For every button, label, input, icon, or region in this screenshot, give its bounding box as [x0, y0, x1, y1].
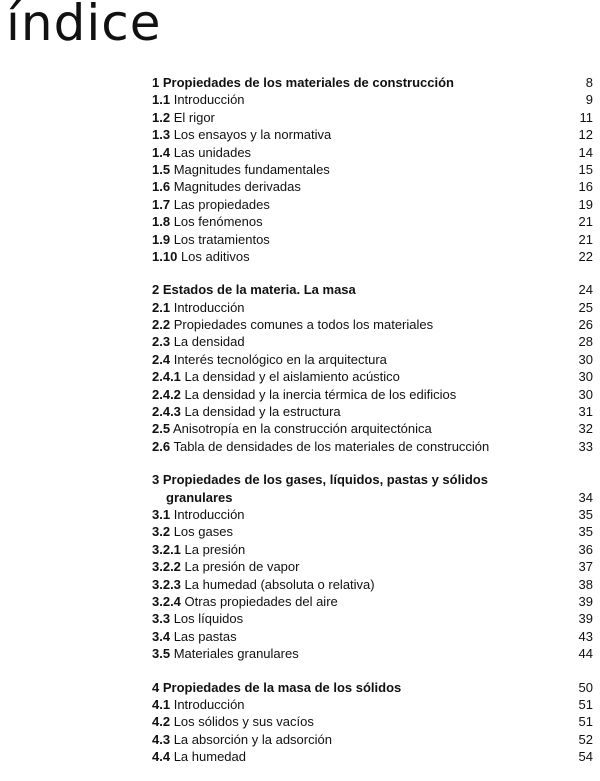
toc-entry[interactable] [152, 420, 593, 437]
entry-title: Las pastas [173, 628, 237, 644]
toc-entry[interactable] [152, 523, 593, 540]
entry-title: Introducción [173, 696, 245, 712]
entry-title: La absorción y la adsorción [173, 731, 332, 747]
toc-entry[interactable] [152, 109, 593, 126]
section-title: 3 Propiedades de los gases, líquidos, pastas y sólidos [152, 472, 488, 488]
entry-title: La humedad [173, 749, 246, 765]
toc-section-2 [152, 281, 593, 455]
page-number: 44 [578, 646, 593, 662]
toc-entry[interactable] [152, 299, 593, 316]
toc-entry[interactable] [152, 333, 593, 350]
entry-number: 1.3 [152, 127, 171, 143]
toc-entry[interactable] [152, 316, 593, 333]
toc-entry[interactable] [152, 576, 593, 593]
entry-number: 3.4 [152, 628, 171, 644]
entry-title: Las unidades [173, 144, 252, 160]
entry-title: La densidad [173, 334, 245, 350]
toc-entry[interactable] [152, 196, 593, 213]
page-number: 8 [585, 75, 593, 90]
page-number: 32 [578, 421, 593, 437]
page-number: 34 [578, 489, 593, 505]
entry-title: Materiales granulares [173, 646, 299, 662]
toc-entry[interactable] [152, 161, 593, 178]
entry-number: 3.2 [152, 524, 171, 540]
toc-entry[interactable] [152, 696, 593, 713]
entry-title: El rigor [173, 109, 215, 125]
entry-number: 1.6 [152, 179, 171, 195]
entry-number: 4.4 [152, 749, 171, 765]
entry-title: Otras propiedades del aire [184, 593, 338, 609]
page-number: 22 [578, 248, 593, 264]
entry-title: La presión [184, 541, 246, 557]
entry-number: 2.2 [152, 317, 171, 333]
entry-title: La densidad y la estructura [184, 404, 341, 420]
entry-number: 1.7 [152, 196, 171, 212]
toc-entry[interactable] [152, 91, 593, 108]
entry-number: 2.4.2 [152, 386, 181, 402]
entry-title: Los sólidos y sus vacíos [173, 714, 314, 730]
page-number: 31 [578, 404, 593, 420]
toc-entry[interactable] [152, 610, 593, 627]
page-number: 50 [578, 679, 593, 695]
entry-number: 3.2.4 [152, 593, 181, 609]
section-title-continued: granulares [166, 489, 233, 505]
page-number: 9 [585, 92, 593, 108]
toc-section-heading[interactable] [152, 679, 593, 696]
entry-title: Anisotropía en la construcción arquitectónica [172, 421, 432, 437]
entry-title: Los líquidos [173, 611, 244, 627]
entry-title: Magnitudes derivadas [173, 179, 301, 195]
toc-entry[interactable] [152, 368, 593, 385]
toc-entry[interactable] [152, 144, 593, 161]
page-number: 21 [578, 214, 593, 230]
toc-entry[interactable] [152, 126, 593, 143]
toc-entry[interactable] [152, 593, 593, 610]
page-title: índice [6, 0, 162, 52]
entry-number: 2.6 [152, 438, 171, 454]
toc-entry[interactable] [152, 438, 593, 455]
toc-entry[interactable] [152, 386, 593, 403]
entry-number: 1.4 [152, 144, 171, 160]
entry-title: Introducción [173, 299, 245, 315]
page-number: 43 [578, 628, 593, 644]
entry-title: La humedad (absoluta o relativa) [184, 576, 375, 592]
page-number: 26 [578, 317, 593, 333]
entry-title: La presión de vapor [184, 559, 300, 575]
entry-title: Introducción [173, 92, 245, 108]
toc-entry[interactable] [152, 541, 593, 558]
toc-section-3 [152, 471, 593, 662]
toc-entry[interactable] [152, 231, 593, 248]
page-number: 25 [578, 299, 593, 315]
entry-number: 3.2.1 [152, 541, 181, 557]
page-number: 51 [578, 714, 593, 730]
entry-number: 1.9 [152, 231, 171, 247]
toc-entry[interactable] [152, 178, 593, 195]
entry-title: Magnitudes fundamentales [173, 161, 330, 177]
page-number: 12 [578, 127, 593, 143]
entry-title: Los gases [173, 524, 233, 540]
entry-number: 3.2.3 [152, 576, 181, 592]
page-number: 54 [578, 749, 593, 765]
page-number: 19 [578, 196, 593, 212]
entry-number: 3.5 [152, 646, 171, 662]
toc-entry[interactable] [152, 731, 593, 748]
page-number: 30 [578, 351, 593, 367]
entry-number: 4.1 [152, 696, 171, 712]
toc-entry[interactable] [152, 213, 593, 230]
entry-title: Los tratamientos [173, 231, 270, 247]
page-number: 30 [578, 369, 593, 385]
toc-entry[interactable] [152, 351, 593, 368]
entry-number: 1.10 [152, 248, 178, 264]
toc-entry[interactable] [152, 506, 593, 523]
toc-entry[interactable] [152, 713, 593, 730]
page-number: 37 [578, 559, 593, 575]
page-number: 21 [578, 231, 593, 247]
toc-entry[interactable] [152, 748, 593, 765]
section-title: 1 Propiedades de los materiales de construcción [152, 75, 454, 90]
entry-title: Propiedades comunes a todos los materiales [173, 317, 434, 333]
page-number: 39 [578, 611, 593, 627]
section-title: 4 Propiedades de la masa de los sólidos [152, 679, 402, 695]
page-number: 38 [578, 576, 593, 592]
page-number: 24 [578, 282, 593, 298]
entry-number: 4.3 [152, 731, 171, 747]
entry-number: 3.3 [152, 611, 171, 627]
toc-entry[interactable] [152, 403, 593, 420]
entry-title: Los aditivos [180, 248, 250, 264]
toc-entry[interactable] [152, 628, 593, 645]
entry-number: 3.1 [152, 506, 171, 522]
toc-entry[interactable] [152, 558, 593, 575]
page-number: 35 [578, 524, 593, 540]
entry-title: La densidad y la inercia térmica de los edificios [184, 386, 457, 402]
toc-section-heading[interactable] [152, 281, 593, 298]
entry-number: 2.3 [152, 334, 171, 350]
entry-title: Las propiedades [173, 196, 270, 212]
entry-title: Interés tecnológico en la arquitectura [173, 351, 387, 367]
entry-number: 2.4.3 [152, 404, 181, 420]
entry-title: Los fenómenos [173, 214, 263, 230]
toc-section-heading-continued[interactable] [152, 489, 593, 506]
toc-section-heading[interactable] [152, 74, 593, 91]
entry-number: 1.5 [152, 161, 171, 177]
entry-number: 1.8 [152, 214, 171, 230]
page-number: 52 [578, 731, 593, 747]
page-number: 30 [578, 386, 593, 402]
page-number: 33 [578, 438, 593, 454]
toc-section-heading[interactable] [152, 471, 593, 488]
entry-number: 2.1 [152, 299, 171, 315]
table-of-contents [152, 74, 593, 781]
entry-title: La densidad y el aislamiento acústico [184, 369, 400, 385]
entry-number: 2.5 [152, 421, 171, 437]
toc-section-4 [152, 679, 593, 766]
section-title: 2 Estados de la materia. La masa [152, 282, 356, 298]
entry-number: 2.4 [152, 351, 171, 367]
page-number: 35 [578, 506, 593, 522]
entry-title: Tabla de densidades de los materiales de construcción [173, 438, 490, 454]
toc-entry[interactable] [152, 645, 593, 662]
entry-number: 3.2.2 [152, 559, 181, 575]
entry-number: 1.2 [152, 109, 171, 125]
page-number: 11 [579, 109, 593, 125]
entry-title: Los ensayos y la normativa [173, 127, 332, 143]
page-number: 28 [578, 334, 593, 350]
page-number: 39 [578, 593, 593, 609]
page-number: 51 [578, 696, 593, 712]
page-number: 36 [578, 541, 593, 557]
page-number: 14 [578, 144, 593, 160]
page-number: 15 [578, 161, 593, 177]
entry-number: 4.2 [152, 714, 171, 730]
entry-number: 2.4.1 [152, 369, 181, 385]
toc-entry[interactable] [152, 248, 593, 265]
entry-number: 1.1 [152, 92, 171, 108]
page-number: 16 [578, 179, 593, 195]
entry-title: Introducción [173, 506, 245, 522]
toc-section-1 [152, 74, 593, 265]
